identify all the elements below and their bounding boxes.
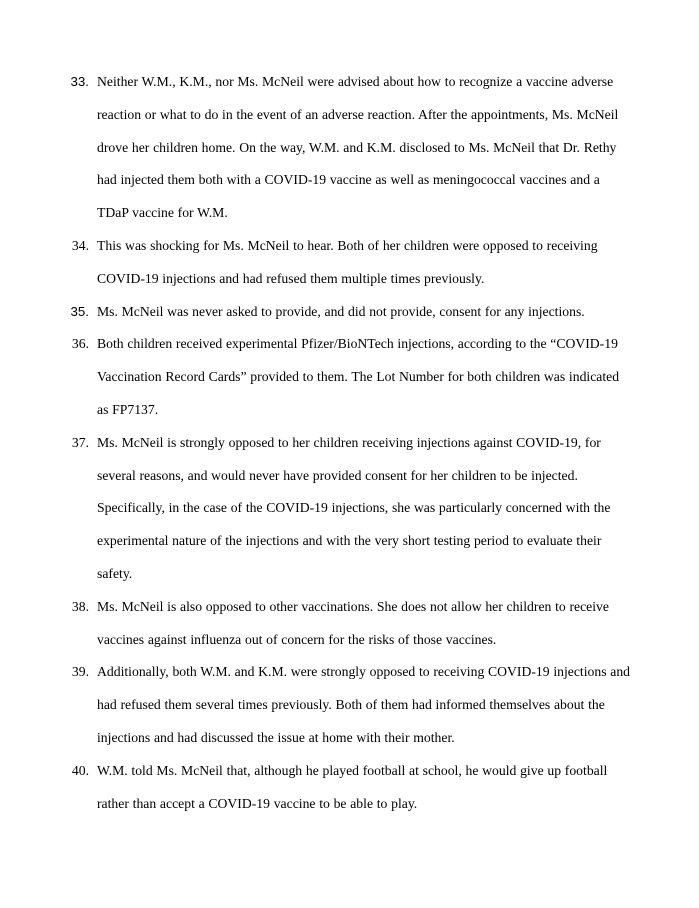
paragraph-37 bbox=[71, 427, 631, 591]
paragraph-35 bbox=[70, 296, 631, 329]
paragraph-34 bbox=[71, 230, 631, 296]
paragraph-text: Ms. McNeil was never asked to provide, and did not provide, consent for any injections. bbox=[97, 303, 585, 319]
paragraph-number: 39. bbox=[71, 664, 89, 680]
paragraph-38 bbox=[71, 591, 631, 657]
paragraph-text: Neither W.M., K.M., nor Ms. McNeil were advised about how to recognize a vaccine adverse reaction or what to do in the event of an adverse reaction. After the appointments, Ms. McNeil drove her children home. On the way, W.M. and K.M. disclosed to Ms. McNeil that Dr. Rethy had injected them both with a COVID-19 vaccine as well as meningococcal vaccines and a TDaP vaccine for W.M. bbox=[97, 74, 619, 221]
paragraph-number: 35. bbox=[70, 303, 89, 319]
paragraph-text: Ms. McNeil is also opposed to other vaccinations. She does not allow her children to receive vaccines against influenza out of concern for the risks of those vaccines. bbox=[97, 598, 609, 647]
paragraph-39 bbox=[71, 656, 631, 754]
paragraph-text: Additionally, both W.M. and K.M. were strongly opposed to receiving COVID-19 injections and had refused them several times previously. Both of them had informed themselves about the injections and had discussed the issue at home with their mother. bbox=[97, 664, 631, 745]
paragraph-number: 37. bbox=[71, 434, 89, 450]
paragraph-36 bbox=[71, 328, 631, 426]
paragraph-40 bbox=[71, 755, 631, 821]
paragraph-33 bbox=[70, 66, 631, 230]
paragraph-text: This was shocking for Ms. McNeil to hear. Both of her children were opposed to receiving COVID-19 injections and had refused them multiple times previously. bbox=[97, 237, 598, 286]
paragraph-number: 33. bbox=[70, 74, 89, 89]
paragraph-text: Ms. McNeil is strongly opposed to her children receiving injections against COVID-19, for several reasons, and would never have provided consent for her children to be injected. Specifically, in the case of the COVID-19 injections, she was particularly concerned with the experimental nature of the injections and with the very short testing period to evaluate their safety. bbox=[97, 434, 611, 581]
paragraph-list bbox=[70, 66, 631, 820]
paragraph-text: W.M. told Ms. McNeil that, although he played football at school, he would give up football rather than accept a COVID-19 vaccine to be able to play. bbox=[97, 762, 608, 811]
paragraph-text: Both children received experimental Pfizer/BioNTech injections, according to the “COVID-19 Vaccination Record Cards” provided to them. The Lot Number for both children was indicated as FP7137. bbox=[97, 336, 620, 417]
paragraph-number: 34. bbox=[71, 237, 89, 253]
paragraph-number: 38. bbox=[71, 598, 89, 614]
paragraph-number: 36. bbox=[71, 336, 89, 352]
paragraph-number: 40. bbox=[71, 762, 89, 778]
